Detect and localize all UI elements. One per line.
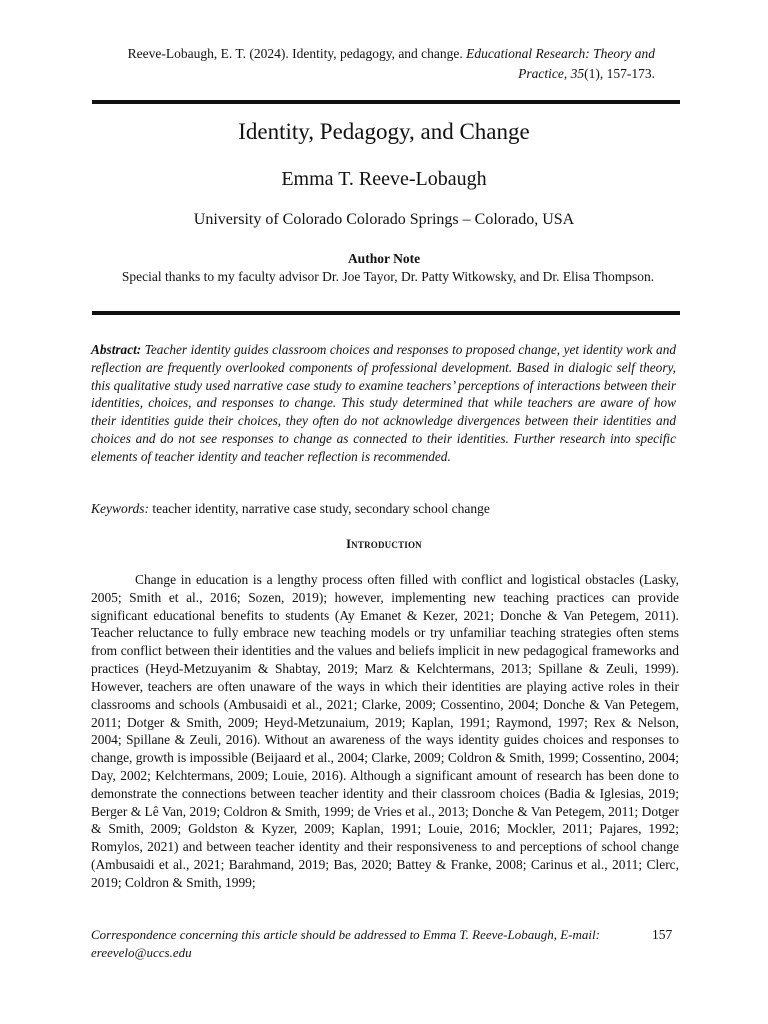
author-note-text: Special thanks to my faculty advisor Dr. Joe Tayor, Dr. Patty Witkowsky, and Dr. Elisa Thompson. xyxy=(121,269,655,284)
citation-issue-pages: (1), 157-173. xyxy=(584,66,655,81)
introduction-paragraph: Change in education is a lengthy process often filled with conflict and logistical obstacles (Lasky, 2005; Smith et al., 2016; Sozen, 2019); however, implementing new teaching practices can provide significant educational benefits to students (Ay Emanet & Kezer, 2021; Donche & Van Petegem, 2011). Teacher reluctance to fully embrace new teaching models or try unfamiliar teaching strategies often stems from conflict between their identities and the values and beliefs implicit in new pedagogical frameworks and practices (Heyd-Metzuyanim & Shabtay, 2019; Marz & Kelchtermans, 2013; Spillane & Zeuli, 1999). However, teachers are often unaware of the ways in which their identities are playing active roles in their classrooms and schools (Ambusaidi et al., 2021; Clarke, 2009; Cossentino, 2004; Donche & Van Petegem, 2011; Dotger & Smith, 2009; Heyd-Metzunaium, 2019; Kaplan, 1991; Raymond, 1997; Rex & Nelson, 2004; Spillane & Zeuli, 2016). Without an awareness of the ways identity guides choices and responses to change, growth is impossible (Beijaard et al., 2004; Clarke, 2009; Coldron & Smith, 1999; Cossentino, 2004; Day, 2002; Kelchtermans, 2009; Louie, 2016). Although a significant amount of research has been done to demonstrate the connections between teacher identity and their classroom choices (Badia & Iglesias, 2019; Berger & Lê Van, 2019; Coldron & Smith, 1999; de Vries et al., 2013; Donche & Van Petegem, 2011; Dotger & Smith, 2009; Goldston & Kyzer, 2009; Kaplan, 1991; Louie, 2016; Mockler, 2011; Pajares, 1992; Romylos, 2021) and between teacher identity and their responsiveness to and perceptions of school change (Ambusaidi et al., 2021; Barahmand, 2019; Bas, 2020; Battey & Franke, 2008; Carinus et al., 2011; Clerc, 2019; Coldron & Smith, 1999; xyxy=(91,572,679,890)
citation-header xyxy=(95,44,655,84)
keywords-text: teacher identity, narrative case study, secondary school change xyxy=(152,501,490,516)
abstract-label: Abstract: xyxy=(91,342,142,357)
author-name: Emma T. Reeve-Lobaugh xyxy=(281,168,487,190)
author-affiliation: University of Colorado Colorado Springs – Colorado, USA xyxy=(193,211,575,228)
abstract-divider xyxy=(92,311,680,315)
header-divider xyxy=(92,100,680,104)
citation-authors-title: Reeve-Lobaugh, E. T. (2024). Identity, pedagogy, and change. xyxy=(127,46,467,61)
page-number: 157 xyxy=(652,927,673,942)
correspondence-footnote: Correspondence concerning this article should be addressed to Emma T. Reeve-Lobaugh, E-mail: ereevelo@uccs.edu xyxy=(91,927,600,960)
section-heading-introduction: Introduction xyxy=(346,537,422,551)
abstract-text: Teacher identity guides classroom choices and responses to proposed change, yet identity work and reflection are frequently overlooked components of professional development. Based in dialogic self theory, this qualitative study used narrative case study to examine teachers’ perceptions of interactions between their identities, choices, and responses to change. This study determined that while teachers are aware of how their identities guide their choices, they often do not acknowledge divergences between their identities and choices and do not see responses to change as connected to their identities. Further research into specific elements of teacher identity and teacher reflection is recommended. xyxy=(91,342,676,464)
citation-journal: Educational Research: Theory and Practice, 35 xyxy=(466,46,655,81)
abstract xyxy=(91,341,676,466)
keywords-label: Keywords: xyxy=(91,501,149,516)
keywords xyxy=(91,500,676,518)
author-note-heading: Author Note xyxy=(347,251,421,266)
article-title: Identity, Pedagogy, and Change xyxy=(238,119,530,144)
